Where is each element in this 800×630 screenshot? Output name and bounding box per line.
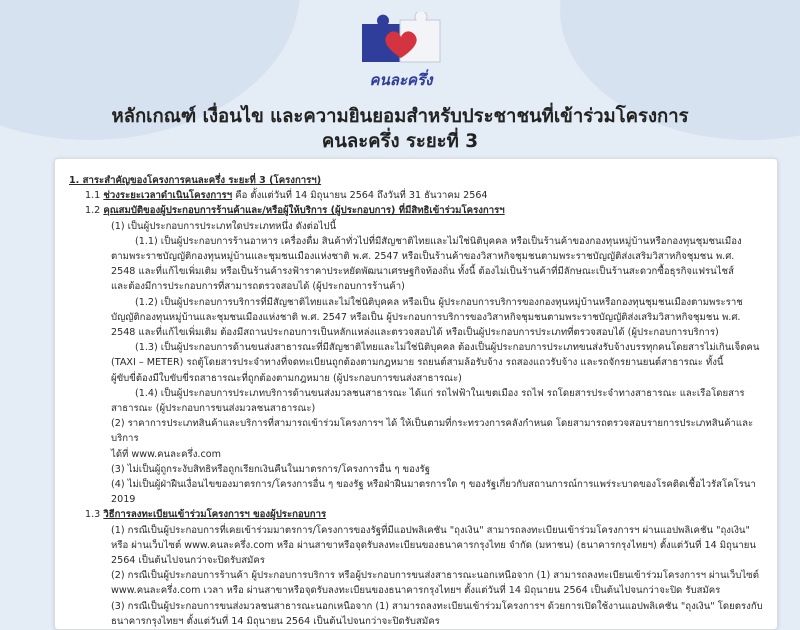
page-title-line-2: คนละครึ่ง ระยะที่ 3 <box>321 131 479 152</box>
clause-1-1-line: ตามพระราชบัญญัติกองทุนหมู่บ้านและชุมชนเมืองแห่งชาติ พ.ศ. 2547 หรือเป็นร้านค้าของวิสาหกิจชุมชนตามพระราชบัญญัติส่งเสริมวิสาหกิจชุมชน พ.ศ. <box>111 251 735 263</box>
section-number: 1.3 <box>85 509 101 521</box>
clause-1-4-line: (1.4) เป็นผู้ประกอบการประเภทบริการด้านขนส่งมวลชนสาธารณะ ได้แก่ รถไฟฟ้าในเขตเมือง รถไฟ รถโดยสารประจำทางสาธารณะ และเรือโดยสาร <box>135 387 745 399</box>
section-label: วิธีการลงทะเบียนเข้าร่วมโครงการฯ ของผู้ประกอบการ <box>103 509 327 521</box>
page-title-line-1: หลักเกณฑ์ เงื่อนไข และความยินยอมสำหรับประชาชนที่เข้าร่วมโครงการ <box>111 106 689 127</box>
terms-document <box>54 158 778 630</box>
registration-3-line: (3) กรณีเป็นผู้ประกอบการขนส่งมวลชนสาธารณะนอกเหนือจาก (1) สามารถลงทะเบียนเข้าร่วมโครงการฯ ด้วยการเปิดใช้งานแอปพลิเคชัน "ถุงเงิน" โดยตรงกับ <box>111 600 763 612</box>
section-1-2 <box>69 203 763 218</box>
registration-1-line: 2564 เป็นต้นไปจนกว่าจะปิดรับสมัคร <box>111 555 265 567</box>
section-1-1 <box>69 188 763 203</box>
section-1-heading: 1. สาระสำคัญของโครงการคนละครึ่ง ระยะที่ 3 (โครงการฯ) <box>69 175 322 186</box>
clause-1-3-line: ผู้ขับขี่ต้องมีใบขับขี่รถสาธารณะที่ถูกต้องตามกฎหมาย (ผู้ประกอบการขนส่งสาธารณะ) <box>111 372 462 384</box>
section-label: คุณสมบัติของผู้ประกอบการร้านค้าและ/หรือผู้ให้บริการ (ผู้ประกอบการ) ที่มีสิทธิเข้าร่วมโครงการฯ <box>103 205 505 217</box>
registration-3-line: ธนาคารกรุงไทยฯ ตั้งแต่วันที่ 14 มิถุนายน 2564 เป็นต้นไปจนกว่าจะปิดรับสมัคร <box>111 615 440 627</box>
registration-1-line: (1) กรณีเป็นผู้ประกอบการที่เคยเข้าร่วมมาตรการ/โครงการของรัฐที่มีแอปพลิเคชัน "ถุงเงิน" สามารถลงทะเบียนเข้าร่วมโครงการฯ ผ่านแอปพลิเคชัน "ถุงเงิน" <box>111 524 750 536</box>
clause-2-line: (2) ราคาการประเภทสินค้าและบริการที่สามารถเข้าร่วมโครงการฯ ได้ ให้เป็นตามที่กระทรวงการคลังกำหนด โดยสามารถตรวจสอบรายการประเภทสินค้าและบริการ <box>111 418 754 445</box>
clause-1-1-line: และต้องมีการประกอบการที่สามารถตรวจสอบได้ (ผู้ประกอบการร้านค้า) <box>111 281 405 293</box>
section-label: ช่วงระยะเวลาดำเนินโครงการฯ <box>103 190 233 202</box>
clause-1-1-line: (1.1) เป็นผู้ประกอบการร้านอาหาร เครื่องดื่ม สินค้าทั่วไปที่มีสัญชาติไทยและไม่ใช่นิติบุคคล หรือเป็นร้านค้าของกองทุนหมู่บ้านหรือกองทุนชุมชนเมือง <box>135 235 742 247</box>
clause-1-3-line: (1.3) เป็นผู้ประกอบการด้านขนส่งสาธารณะที่มีสัญชาติไทยและไม่ใช่นิติบุคคล ต้องเป็นผู้ประกอบการประเภทขนส่งรับจ้างบรรทุกคนโดยสารไม่เกินเจ็ดคน <box>135 342 760 354</box>
registration-2-line: (2) กรณีเป็นผู้ประกอบการร้านค้า ผู้ประกอบการบริการ หรือผู้ประกอบการขนส่งสาธารณะนอกเหนือจาก (1) สามารถลงทะเบียนเข้าร่วมโครงการฯ ผ่านเว็บไซต์ <box>111 570 759 582</box>
terms-content <box>69 173 763 629</box>
section-text: คือ ตั้งแต่วันที่ 14 มิถุนายน 2564 ถึงวันที่ 31 ธันวาคม 2564 <box>235 190 488 202</box>
registration-2-line: www.คนละครึ่ง.com เวลา หรือ ผ่านสาขาหรือจุดรับลงทะเบียนของธนาคารกรุงไทยฯ ตั้งแต่วันที่ 14 มิถุนายน 2564 เป็นต้นไปจนกว่าจะปิด รับสมัคร <box>111 585 721 597</box>
clause-2-line: ได้ที่ www.คนละครึ่ง.com <box>111 448 221 460</box>
clause-1-1-line: 2548 และที่แก้ไขเพิ่มเติม หรือเป็นร้านค้ารงฟ้าราคาประหยัดพัฒนาเศรษฐกิจท้องถิ่น ทั้งนี้ ต้องไม่เป็นร้านค้าที่มีลักษณะเป็นร้านสะดวกซื้อธุรกิจแฟรนไชส์ <box>111 266 734 278</box>
clause-4-line: (4) ไม่เป็นผู้ฝ่าฝืนเงื่อนไขของมาตรการ/โครงการอื่น ๆ ของรัฐ หรือฝ่าฝืนมาตรการใด ๆ ของรัฐเกี่ยวกับสถานการณ์การแพร่ระบาดของโรคติดเชื้อไวรัสโคโรนา <box>111 479 756 491</box>
page-title <box>40 104 760 154</box>
registration-1-line: หรือ ผ่านเว็บไซต์ www.คนละครึ่ง.com หรือ ผ่านสาขาหรือจุดรับลงทะเบียนของธนาคารกรุงไทย จำกัด (มหาชน) (ธนาคารกรุงไทยฯ) ตั้งแต่วันที่ 14 มิถุนายน <box>111 539 756 551</box>
clause-1: (1) เป็นผู้ประกอบการประเภทใดประเภทหนึ่ง ดังต่อไปนี้ <box>111 220 337 232</box>
clause-1-3-line: (TAXI – METER) รถตู้โดยสารประจำทางที่จดทะเบียนถูกต้องตามกฎหมาย รถยนต์สามล้อรับจ้าง รถสองแถวรับจ้าง และรถจักรยานยนต์สาธารณะ ทั้งนี้ <box>111 357 724 369</box>
logo-text: คนละครึ่ง <box>369 71 433 89</box>
clause-4-line: 2019 <box>111 494 136 506</box>
section-1-3 <box>69 507 763 522</box>
clause-1-4-line: สาธารณะ (ผู้ประกอบการขนส่งมวลชนสาธารณะ) <box>111 403 316 415</box>
section-number: 1.1 <box>85 190 101 202</box>
clause-1-2-line: 2548 และที่แก้ไขเพิ่มเติม ต้องมีสถานประกอบการเป็นหลักแหล่งและตรวจสอบได้ หรือเป็นผู้ประกอบการประเภทที่ตรวจสอบได้ (ผู้ประกอบการบริการ) <box>111 327 719 339</box>
section-number: 1.2 <box>85 205 101 217</box>
clause-1-2-line: บัญญัติกองทุนหมู่บ้านและชุมชนเมืองแห่งชาติ พ.ศ. 2547 หรือเป็น ผู้ประกอบการบริการของวิสาหกิจชุมชนตามพระราชบัญญัติส่งเสริมวิสาหกิจชุมชน พ.ศ. <box>111 311 741 323</box>
clause-3: (3) ไม่เป็นผู้ถูกระงับสิทธิหรือถูกเรียกเงินคืนในมาตรการ/โครงการอื่น ๆ ของรัฐ <box>111 463 430 475</box>
clause-1-2-line: (1.2) เป็นผู้ประกอบการบริการที่มีสัญชาติไทยและไม่ใช่นิติบุคคล หรือเป็น ผู้ประกอบการบริการของกองทุนหมู่บ้านหรือกองทุนชุมชนเมืองตามพระราช <box>135 296 743 308</box>
